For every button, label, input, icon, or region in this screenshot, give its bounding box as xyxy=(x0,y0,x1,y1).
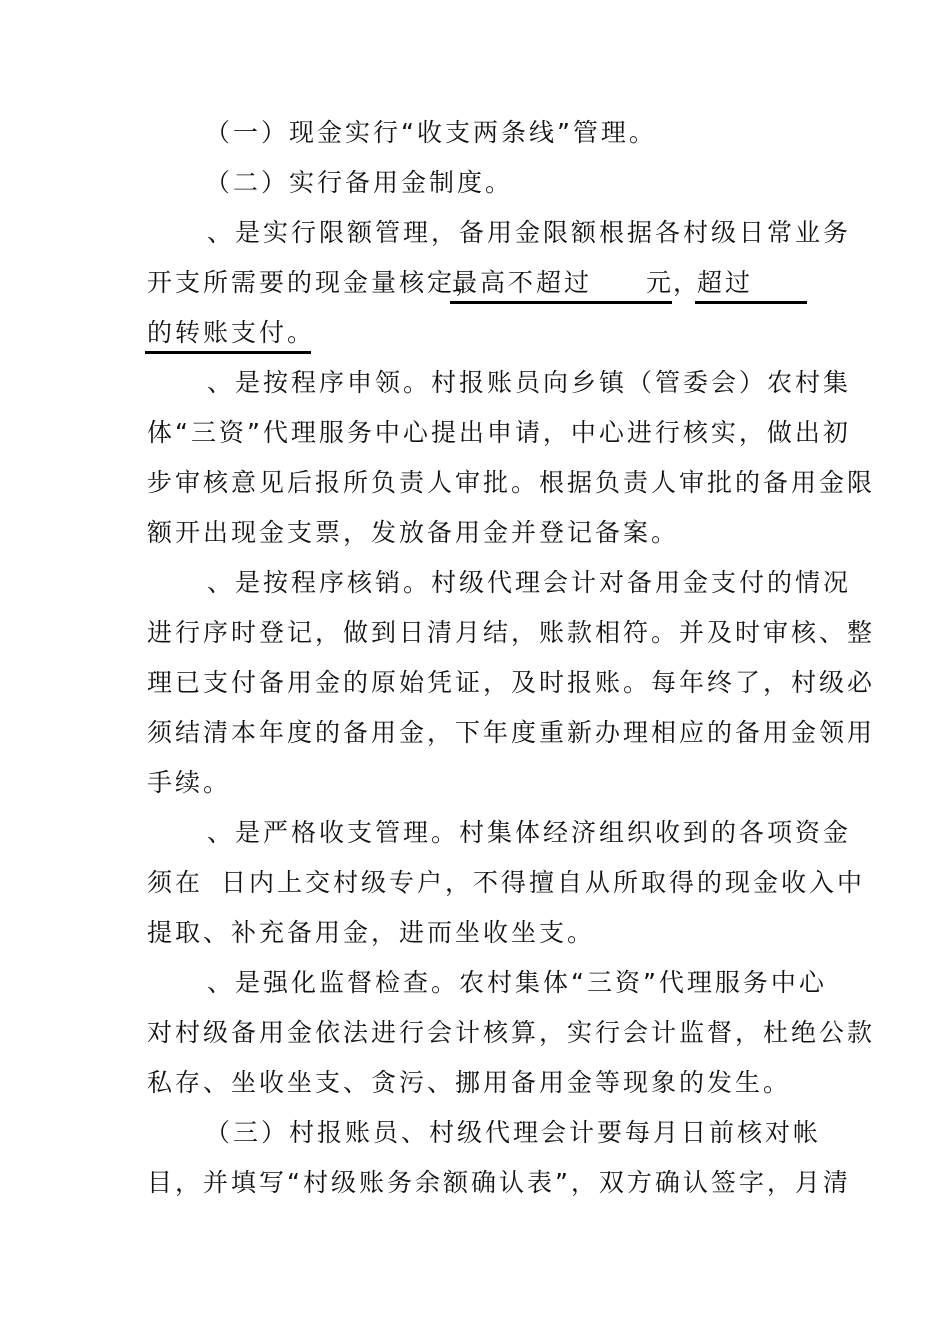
text-line: 手续。 xyxy=(147,768,232,797)
text-line: 元 xyxy=(646,268,675,297)
text-line: 理已支付备用金的原始凭证，及时报账。每年终了，村级必 xyxy=(147,668,876,697)
text-line: 进行序时登记，做到日清月结，账款相符。并及时审核、整 xyxy=(147,618,876,647)
text-line: 目，并填写“村级账务余额确认表”，双方确认签字，月清 xyxy=(147,1168,851,1197)
underlined-phrase: 的转账支付。 xyxy=(147,318,316,347)
underline-rule xyxy=(145,351,311,354)
text-line: 日内上交村级专户，不得擅自从所取得的现金收入中 xyxy=(221,868,866,897)
text-line: 须在 xyxy=(147,868,204,897)
text-line: 体“三资”代理服务中心提出申请，中心进行核实，做出初 xyxy=(147,418,851,447)
text-line: 开支所需要的现金量核定， xyxy=(147,268,484,297)
text-line: 、是按程序核销。村级代理会计对备用金支付的情况 xyxy=(207,568,852,597)
text-line: 、是实行限额管理，备用金限额根据各村级日常业务 xyxy=(207,218,852,247)
text-line: 对村级备用金依法进行会计核算，实行会计监督，杜绝公款 xyxy=(147,1018,876,1047)
text-line: 须结清本年度的备用金，下年度重新办理相应的备用金领用 xyxy=(147,718,876,747)
text-line: 提取、补充备用金，进而坐收坐支。 xyxy=(147,918,596,947)
underlined-phrase: 超过 xyxy=(697,268,754,297)
text-line: （二）实行备用金制度。 xyxy=(205,168,514,197)
text-line: 额开出现金支票，发放备用金并登记备案。 xyxy=(147,518,680,547)
text-line: （三）村报账员、村级代理会计要每月 xyxy=(205,1118,682,1147)
text-line: 日前核对帐 xyxy=(681,1118,822,1147)
text-line: 、是按程序申领。村报账员向乡镇（管委会）农村集 xyxy=(207,368,852,397)
text-line: 私存、坐收坐支、贪污、挪用备用金等现象的发生。 xyxy=(147,1068,792,1097)
text-line: 步审核意见后报所负责人审批。根据负责人审批的备用金限 xyxy=(147,468,876,497)
text-line: 、是严格收支管理。村集体经济组织收到的各项资金 xyxy=(207,818,852,847)
underlined-phrase: 最高不超过 xyxy=(452,268,593,297)
text-line: （一）现金实行“收支两条线”管理。 xyxy=(205,118,657,147)
underline-rule xyxy=(450,301,672,304)
text-line: 、是强化监督检查。农村集体“三资”代理服务中心 xyxy=(207,968,827,997)
text-line: ， xyxy=(673,268,702,297)
underline-rule xyxy=(695,301,807,304)
